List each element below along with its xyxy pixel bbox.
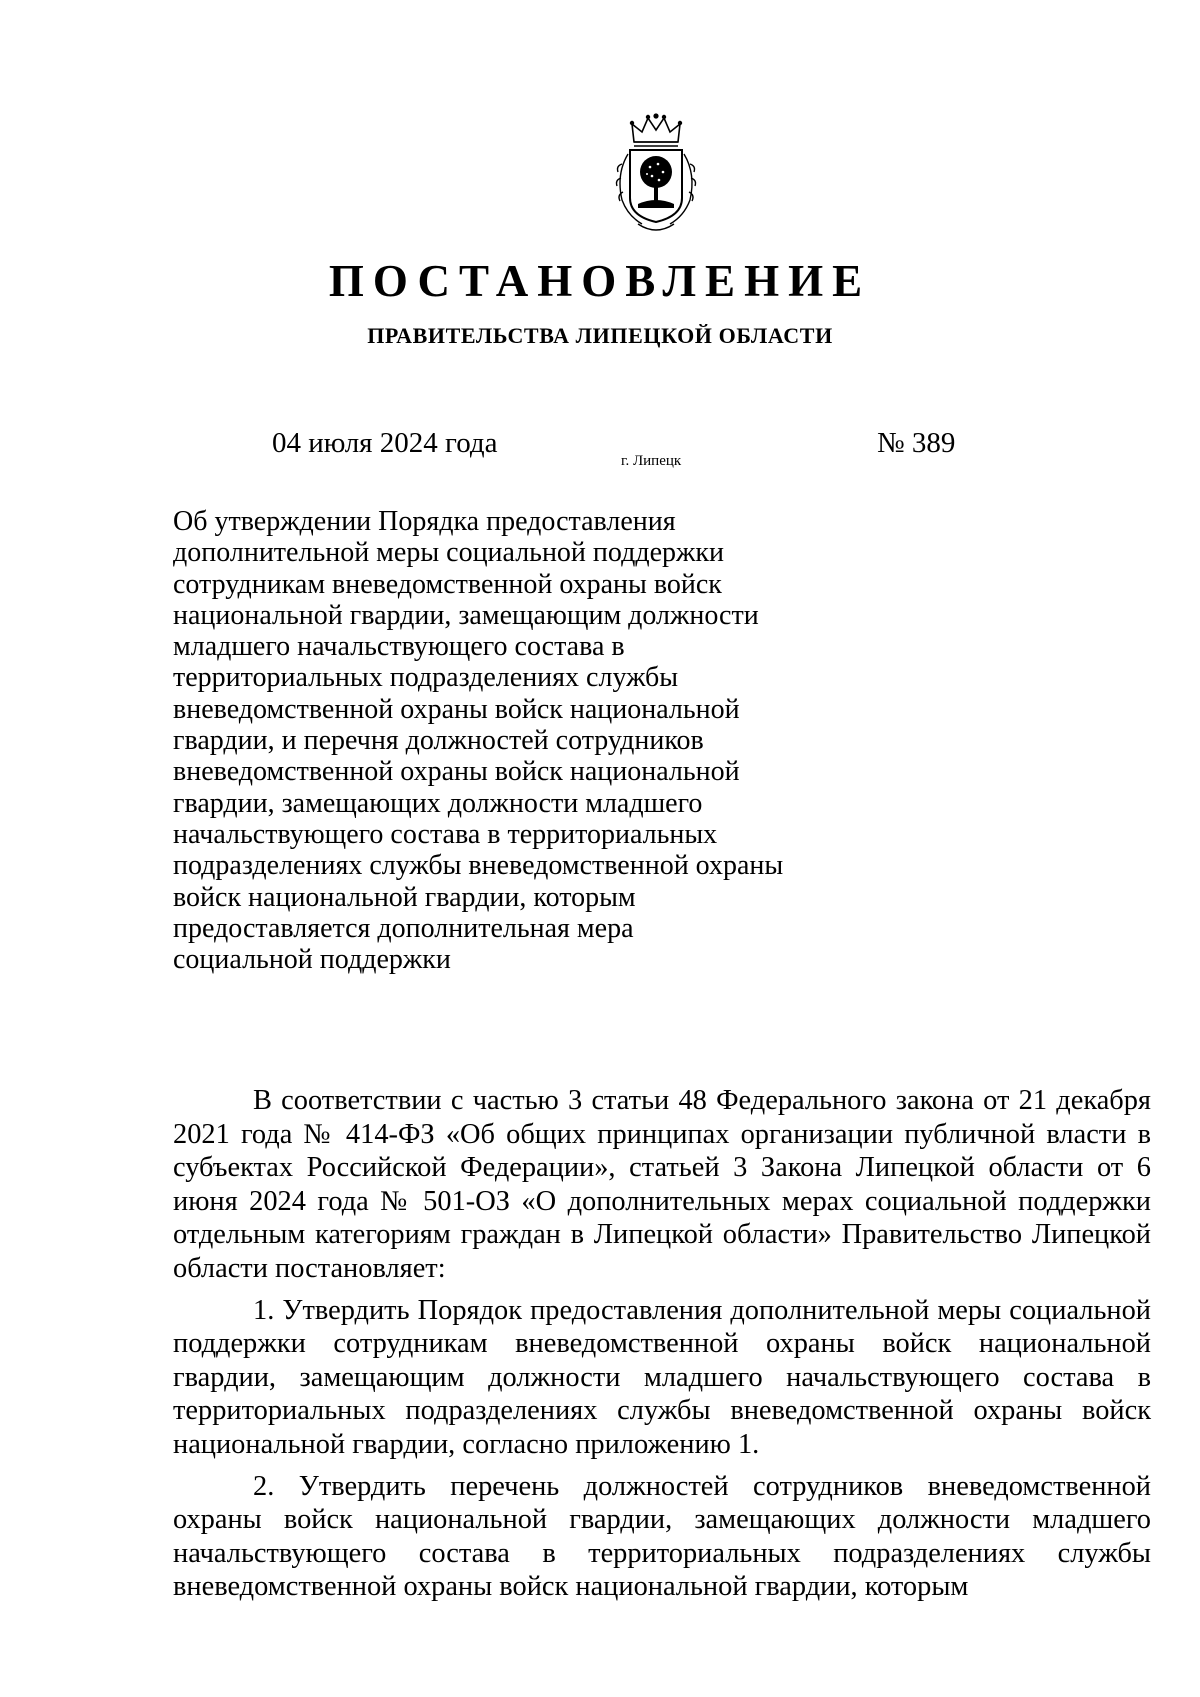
subject-line: социальной поддержки	[173, 944, 451, 976]
subject-line: дополнительной меры социальной поддержки	[173, 537, 724, 569]
document-body	[173, 1084, 1151, 1604]
subject-line: национальной гвардии, замещающим должности	[173, 599, 759, 631]
subject-line: гвардии, замещающих должности младшего	[173, 787, 703, 819]
document-date: 04 июля 2024 года	[272, 427, 498, 459]
subject-line: подразделениях службы вневедомственной охраны	[173, 850, 784, 882]
clause-paragraph-2: 2. Утвердить перечень должностей сотрудников вневедомственной охраны войск национальной гвардии, замещающих должности младшего начальствующего состава в территориальных подразделениях службы вневедомственной охраны войск национальной гвардии, которым	[173, 1470, 1151, 1603]
subject-line: вневедомственной охраны войск национальной	[173, 756, 740, 788]
document-city: г. Липецк	[621, 453, 682, 469]
document-title: ПОСТАНОВЛЕНИЕ	[328, 256, 872, 306]
lipetsk-oblast-coat-of-arms-icon	[612, 112, 700, 238]
issuing-authority: ПРАВИТЕЛЬСТВА ЛИПЕЦКОЙ ОБЛАСТИ	[367, 323, 833, 348]
subject-line: гвардии, и перечня должностей сотрудников	[173, 725, 704, 757]
document-subject	[173, 506, 813, 975]
subject-line: младшего начальствующего состава в	[173, 631, 625, 663]
subject-line: сотрудникам вневедомственной охраны войск	[173, 568, 722, 600]
subject-line: Об утверждении Порядка предоставления	[173, 506, 676, 537]
subject-line: территориальных подразделениях службы	[173, 662, 679, 694]
subject-line: начальствующего состава в территориальных	[173, 818, 718, 850]
document-number: № 389	[877, 427, 956, 459]
subject-line: вневедомственной охраны войск национальной	[173, 693, 740, 725]
preamble-paragraph: В соответствии с частью 3 статьи 48 Федерального закона от 21 декабря 2021 года № 414-ФЗ «Об общих принципах организации публичной власти в субъектах Российской Федерации», статьей 3 Закона Липецкой области от 6 июня 2024 года № 501-ОЗ «О дополнительных мерах социальной поддержки отдельным категориям граждан в Липецкой области» Правительство Липецкой области постановляет:	[173, 1085, 1151, 1284]
subject-line: войск национальной гвардии, которым	[173, 881, 636, 913]
clause-paragraph-1: 1. Утвердить Порядок предоставления дополнительной меры социальной поддержки сотрудникам вневедомственной охраны войск национальной гвардии, замещающим должности младшего начальствующего состава в территориальных подразделениях службы вневедомственной охраны войск национальной гвардии, согласно приложению 1.	[173, 1294, 1151, 1460]
subject-line: предоставляется дополнительная мера	[173, 912, 634, 944]
